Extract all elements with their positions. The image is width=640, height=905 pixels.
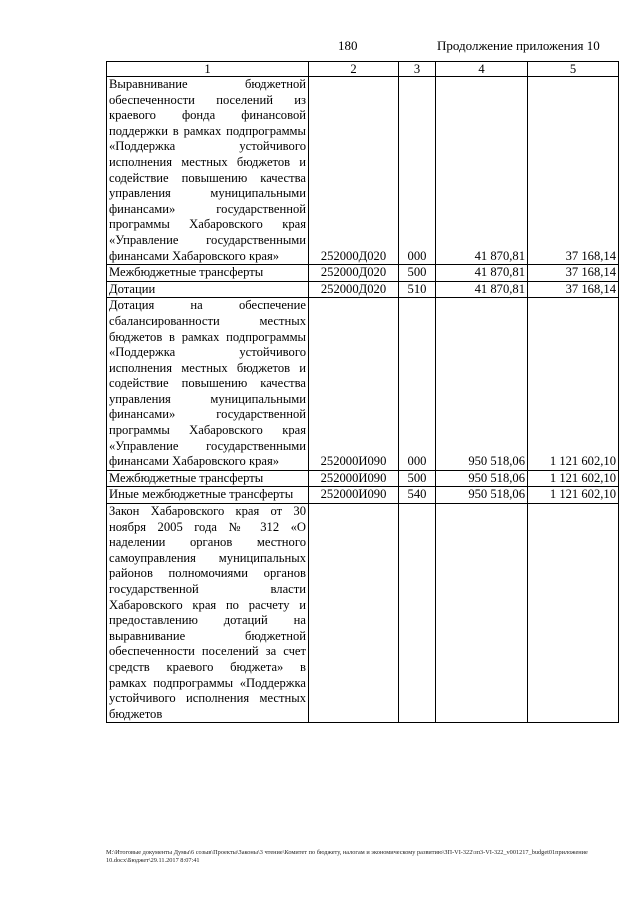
row-code: 252000Д020 bbox=[309, 281, 399, 298]
row-amount-2: 1 121 602,10 bbox=[528, 298, 619, 471]
row-amount-2: 37 168,14 bbox=[528, 77, 619, 265]
row-amount-1 bbox=[436, 504, 528, 723]
column-header: 2 bbox=[309, 62, 399, 77]
row-amount-2: 37 168,14 bbox=[528, 265, 619, 282]
table-row bbox=[107, 298, 619, 471]
row-code bbox=[309, 504, 399, 723]
column-header: 3 bbox=[399, 62, 436, 77]
row-amount-2: 37 168,14 bbox=[528, 281, 619, 298]
row-amount-1: 41 870,81 bbox=[436, 77, 528, 265]
table-row bbox=[107, 504, 619, 723]
continuation-heading: Продолжение приложения 10 bbox=[437, 38, 600, 53]
page-number: 180 bbox=[338, 38, 358, 53]
table-row bbox=[107, 77, 619, 265]
row-expense-type: 540 bbox=[399, 487, 436, 504]
row-amount-2: 1 121 602,10 bbox=[528, 470, 619, 487]
row-code: 252000Д020 bbox=[309, 265, 399, 282]
row-name: Выравнивание бюджетной обеспеченности поселений из краевого фонда финансовой поддержки в рамках подпрограммы «Поддержка устойчивого исполнения местных бюджетов и содействие повышению качества управления муниципальными финансами» государственной программы Хабаровского края «Управление государственными финансами Хабаровского края» bbox=[107, 77, 309, 265]
row-expense-type: 000 bbox=[399, 298, 436, 471]
row-amount-1: 950 518,06 bbox=[436, 487, 528, 504]
row-code: 252000И090 bbox=[309, 487, 399, 504]
table-row bbox=[107, 281, 619, 298]
row-expense-type: 500 bbox=[399, 470, 436, 487]
row-name: Межбюджетные трансферты bbox=[107, 265, 309, 282]
column-header: 5 bbox=[528, 62, 619, 77]
row-code: 252000И090 bbox=[309, 470, 399, 487]
row-expense-type: 000 bbox=[399, 77, 436, 265]
table-header-row bbox=[107, 62, 619, 77]
row-name: Дотация на обеспечение сбалансированности местных бюджетов в рамках подпрограммы «Поддержка устойчивого исполнения местных бюджетов и содействие повышению качества управления муниципальными финансами» государственной программы Хабаровского края «Управление государственными финансами Хабаровского края» bbox=[107, 298, 309, 471]
row-expense-type: 510 bbox=[399, 281, 436, 298]
row-amount-1: 950 518,06 bbox=[436, 470, 528, 487]
row-amount-1: 41 870,81 bbox=[436, 265, 528, 282]
row-amount-2 bbox=[528, 504, 619, 723]
file-path-footer: M:\Итоговые документы Думы\6 созыв\Проекты\Законы\3 чтение\Комитет по бюджету, налогам и экономическому развитию\ЗП-VI-322\зп3-VI-322_v001217_budget01приложение 10.docx\Бюджет\29.11.2017 8:07:41 bbox=[106, 849, 588, 864]
column-header: 1 bbox=[107, 62, 309, 77]
row-expense-type bbox=[399, 504, 436, 723]
row-code: 252000И090 bbox=[309, 298, 399, 471]
row-name: Дотации bbox=[107, 281, 309, 298]
table-row bbox=[107, 487, 619, 504]
row-code: 252000Д020 bbox=[309, 77, 399, 265]
table-row bbox=[107, 265, 619, 282]
row-amount-1: 950 518,06 bbox=[436, 298, 528, 471]
column-header: 4 bbox=[436, 62, 528, 77]
row-name: Иные межбюджетные трансферты bbox=[107, 487, 309, 504]
table-row bbox=[107, 470, 619, 487]
row-expense-type: 500 bbox=[399, 265, 436, 282]
row-amount-1: 41 870,81 bbox=[436, 281, 528, 298]
budget-table bbox=[106, 61, 619, 723]
row-name: Межбюджетные трансферты bbox=[107, 470, 309, 487]
row-name: Закон Хабаровского края от 30 ноября 2005 года № 312 «О наделении органов местного самоуправления муниципальных районов полномочиями органов государственной власти Хабаровского края по расчету и предоставлению дотаций на выравнивание бюджетной обеспеченности поселений за счет средств краевого бюджета» в рамках подпрограммы «Поддержка устойчивого исполнения местных бюджетов bbox=[107, 504, 309, 723]
row-amount-2: 1 121 602,10 bbox=[528, 487, 619, 504]
